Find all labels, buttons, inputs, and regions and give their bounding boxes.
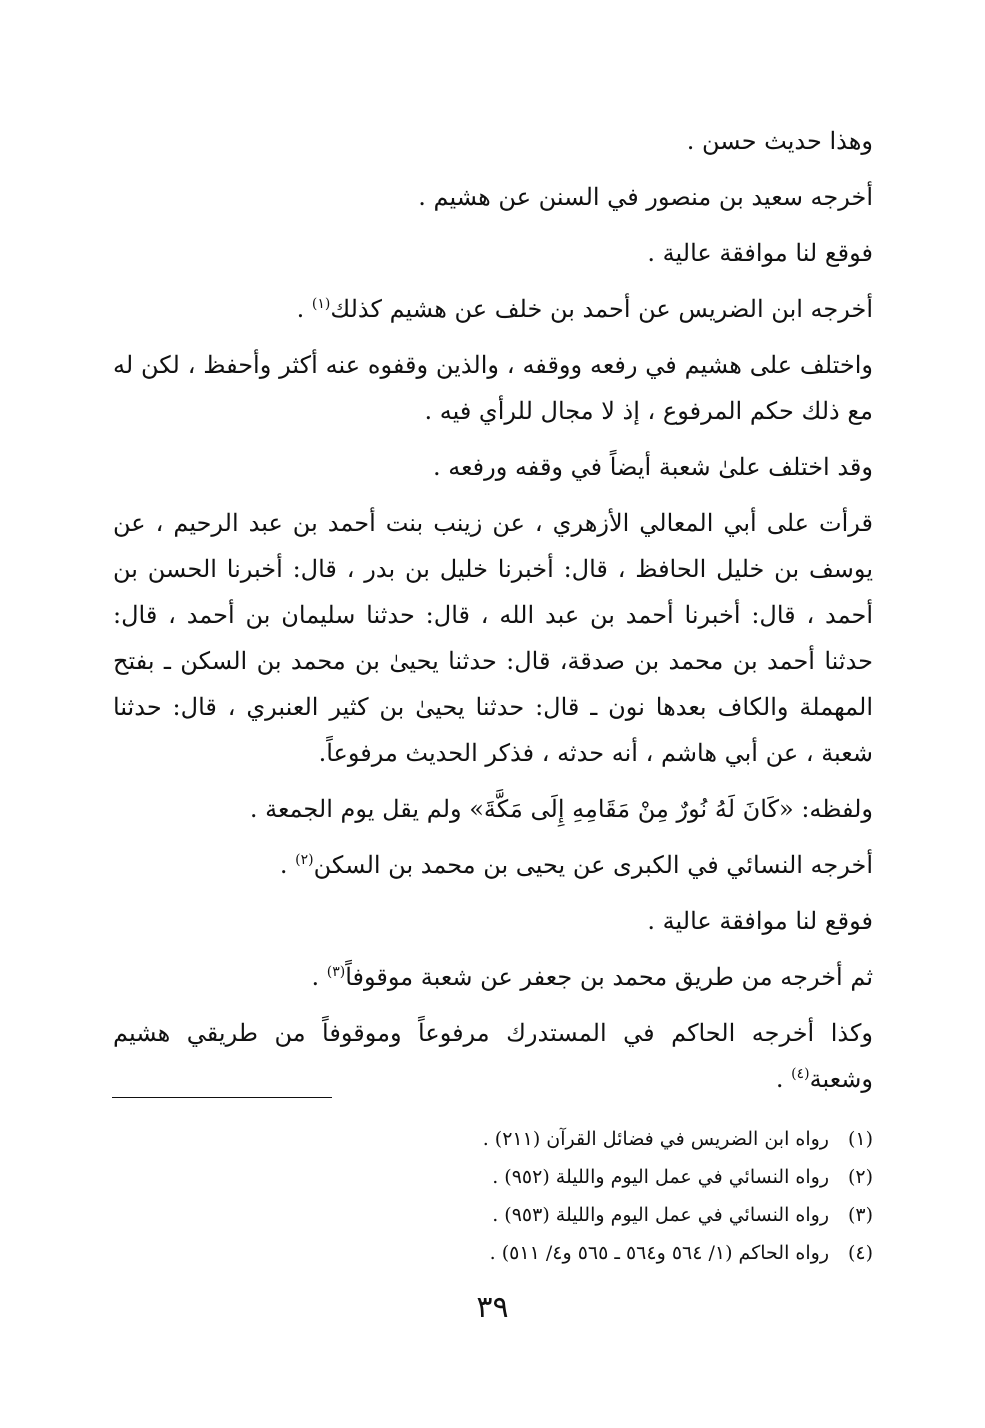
paragraph-text: واختلف على هشيم في رفعه ووقفه ، والذين وقفوه عنه أكثر وأحفظ ، لكن له مع ذلك حكم المرفوع ، إذ لا مجال للرأي فيه . — [113, 351, 873, 425]
paragraph-text: وكذا أخرجه الحاكم في المستدرك مرفوعاً وموقوفاً من طريقي هشيم وشعبة — [113, 1019, 874, 1093]
footnote-ref: (٤) — [791, 1066, 810, 1082]
paragraph — [113, 286, 873, 332]
footnote-number: (٤) — [847, 1242, 873, 1264]
paragraph — [113, 174, 873, 220]
footnote-number: (٢) — [847, 1166, 873, 1188]
paragraph-text: فوقع لنا موافقة عالية . — [647, 907, 873, 935]
footnote-text: رواه النسائي في عمل اليوم والليلة (٩٥٣) . — [492, 1204, 829, 1226]
footnote-ref: (٣) — [326, 964, 346, 980]
paragraph-text: وهذا حديث حسن . — [686, 127, 873, 155]
footnote-divider — [112, 1097, 332, 1098]
paragraph — [113, 444, 873, 490]
paragraph — [113, 786, 873, 832]
footnote-number: (١) — [847, 1128, 873, 1150]
footnote-ref: (٢) — [295, 852, 314, 868]
page-number: ٣٩ — [476, 1290, 509, 1325]
paragraph-text: فوقع لنا موافقة عالية . — [647, 239, 873, 267]
paragraph — [113, 342, 873, 434]
closing-mark: . — [296, 295, 312, 323]
paragraph-text: ثم أخرجه من طريق محمد بن جعفر عن شعبة موقوفاً — [345, 963, 873, 991]
paragraph-text: أخرجه سعيد بن منصور في السنن عن هشيم . — [418, 183, 873, 211]
footnote-text: رواه الحاكم (١/ ٥٦٤ و٥٦٤ ـ ٥٦٥ و٤/ ٥١١) . — [489, 1242, 829, 1264]
paragraph — [113, 954, 873, 1000]
footnotes — [113, 1120, 873, 1272]
paragraph — [113, 118, 873, 164]
closing-mark: . — [311, 963, 327, 991]
paragraph-text: أخرجه النسائي في الكبرى عن يحيى بن محمد بن السكن — [313, 851, 873, 879]
paragraph — [113, 898, 873, 944]
paragraph — [113, 1010, 873, 1102]
paragraph-text: ولفظه: «كَانَ لَهُ نُورٌ مِنْ مَقَامِهِ إِلَى مَكَّةَ» ولم يقل يوم الجمعة . — [249, 795, 873, 823]
footnote-ref: (١) — [311, 296, 331, 312]
footnote-text: رواه النسائي في عمل اليوم والليلة (٩٥٢) . — [492, 1166, 829, 1188]
paragraph — [113, 842, 873, 888]
footnote — [113, 1158, 873, 1196]
footnote-number: (٣) — [847, 1204, 873, 1226]
paragraph — [113, 230, 873, 276]
paragraph-text: قرأت على أبي المعالي الأزهري ، عن زينب بنت أحمد بن عبد الرحيم ، عن يوسف بن خليل الحافظ ، قال: أخبرنا خليل بن بدر ، قال: أخبرنا الحسن بن أحمد ، قال: أخبرنا أحمد بن عبد الله ، قال: حدثنا سليمان بن أحمد ، قال: حدثنا أحمد بن محمد بن صدقة، قال: حدثنا يحيىٰ بن محمد بن السكن ـ بفتح المهملة والكاف بعدها نون ـ قال: حدثنا يحيىٰ بن كثير العنبري ، قال: حدثنا شعبة ، عن أبي هاشم ، أنه حدثه ، فذكر الحديث مرفوعاً. — [113, 509, 873, 767]
closing-mark: . — [279, 851, 296, 879]
footnote — [113, 1234, 873, 1272]
footnote — [113, 1120, 873, 1158]
paragraph — [113, 500, 873, 776]
footnote-text: رواه ابن الضريس في فضائل القرآن (٢١١) . — [482, 1128, 829, 1150]
closing-mark: . — [775, 1065, 792, 1093]
paragraph-text: وقد اختلف علىٰ شعبة أيضاً في وقفه ورفعه . — [432, 453, 873, 481]
main-text — [113, 118, 873, 1112]
paragraph-text: أخرجه ابن الضريس عن أحمد بن خلف عن هشيم كذلك — [330, 295, 873, 323]
footnote — [113, 1196, 873, 1234]
